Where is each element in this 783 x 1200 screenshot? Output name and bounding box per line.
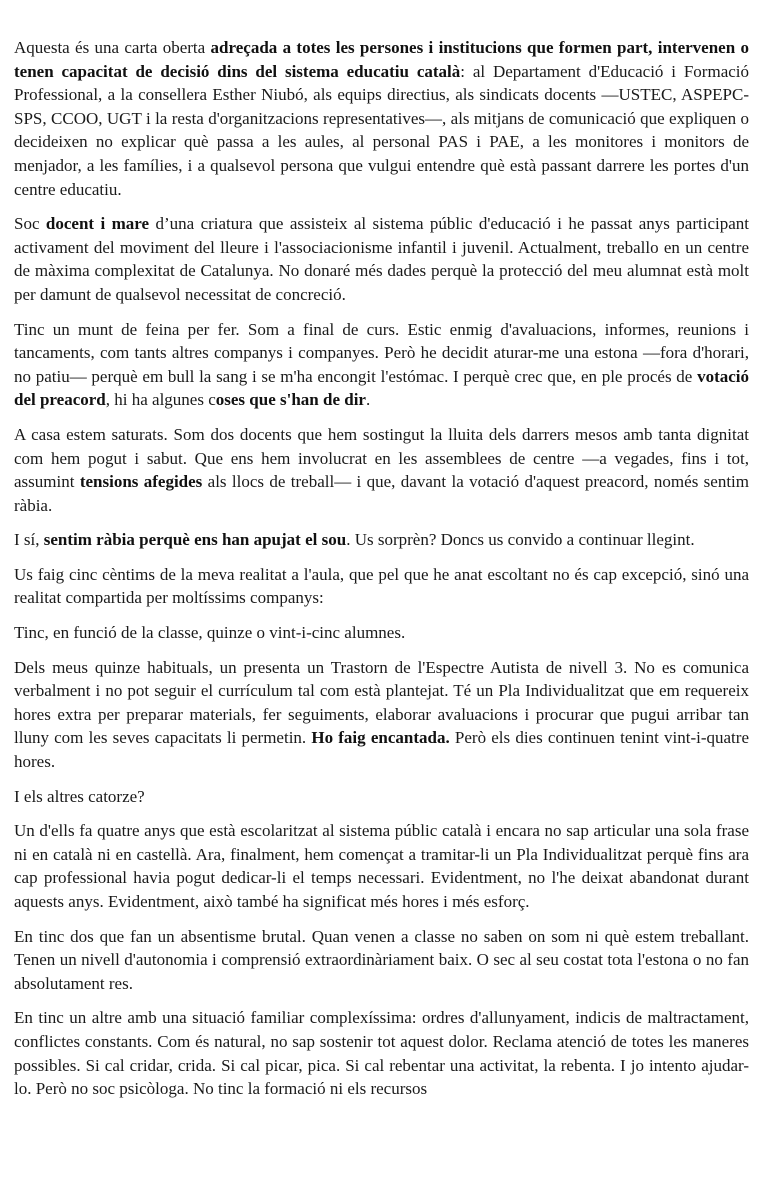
paragraph-language-student: Un d'ells fa quatre anys que està escolaritzat al sistema públic català i encara no sap articular una sola frase ni en català ni en castellà. Ara, finalment, hem començat a tramitar-li un Pla Individualitzat perquè fins ara cap professional havia pogut dedicar-li el temps necessari. Evidentment, no l'he deixat abandonat durant aquests anys. Evidentment, això també ha significat més hores i més esforç.: [14, 821, 749, 911]
paragraph-question: I els altres catorze?: [14, 786, 145, 806]
paragraph-saturation: [14, 423, 749, 517]
text-run: , hi ha algunes c: [105, 390, 216, 410]
bold-phrase: docent i mare: [45, 214, 150, 234]
bold-phrase: votació del preacord: [14, 366, 749, 410]
bold-phrase: sentim ràbia perquè ens han apujat el sou: [43, 530, 347, 550]
paragraph-tea-student: [14, 656, 749, 774]
paragraph-context: [14, 318, 749, 412]
text-run: d’una criatura que assisteix al sistema públic d'educació i he passat anys participant activament del moviment del lleure i l'associacionisme infantil i juvenil. Actualment, treballo en un centre de màxima complexitat de Catalunya. No donaré més dades perquè la protecció del meu alumnat està molt per damunt de qualsevol necessitat de concreció.: [14, 214, 749, 304]
text-run: : al Departament d'Educació i Formació Professional, a la consellera Esther Niubó, als equips directius, als sindicats docents —USTEC, ASPEPC-SPS, CCOO, UGT i la resta d'organitzacions representatives—, als mitjans de comunicació que expliquen o decideixen no explicar què passa a les aules, al personal PAS i PAE, a les monitores i monitors de menjador, a les famílies, i a qualsevol persona que vulgui entendre què està passant darrere les portes d'un centre educatiu.: [14, 61, 750, 199]
paragraph-author-intro: [14, 212, 749, 306]
paragraph-absenteeism: En tinc dos que fan un absentisme brutal. Quan venen a classe no saben on som ni què estem treballant. Tenen un nivell d'autonomia i comprensió extraordinàriament baix. O sec al seu costat tota l'estona o no fan absolutament res.: [14, 926, 749, 993]
text-run: Però els dies continuen tenint vint-i-quatre hores.: [14, 728, 749, 772]
bold-phrase: Ho faig encantada.: [311, 728, 450, 748]
text-run: Soc: [14, 214, 46, 234]
text-run: A casa estem saturats. Som dos docents que hem sostingut la lluita dels darrers mesos amb tanta dignitat com hem pogut i sabut. Que ens hem involucrat en les assemblees de centre —a vegades, fins i tot, assumint: [14, 424, 749, 492]
text-run: I sí,: [14, 530, 44, 550]
paragraph-reality-intro: Us faig cinc cèntims de la meva realitat a l'aula, que pel que he anat escoltant no és cap excepció, sinó una realitat compartida per moltíssims companys:: [14, 564, 749, 608]
text-run: .: [365, 390, 371, 410]
bold-phrase: oses que s'han de dir: [215, 390, 366, 410]
text-run: . Us sorprèn? Doncs us convido a continuar llegint.: [346, 530, 695, 550]
text-run: Aquesta és una carta oberta: [14, 38, 211, 57]
paragraph-class-size: Tinc, en funció de la classe, quinze o vint-i-cinc alumnes.: [14, 623, 406, 643]
text-run: Tinc un munt de feina per fer. Som a final de curs. Estic enmig d'avaluacions, informes, reunions i tancaments, com tants altres companys i companyes. Però he decidit aturar-me una estona —fora d'horari, no patiu— perquè em bull la sang i se m'ha encongit l'estómac. I perquè crec que, en ple procés de: [14, 319, 749, 386]
open-letter-text: [14, 36, 749, 1112]
paragraph-family-situation: En tinc un altre amb una situació familiar complexíssima: ordres d'allunyament, indicis de maltractament, conflictes constants. Com és natural, no sap sostenir tot aquest dolor. Reclama atenció de totes les maneres possibles. Si cal cridar, crida. Si cal picar, pica. Si cal rebentar una activitat, la rebenta. I jo intento ajudar-lo. Però no soc psicòloga. No tinc la formació ni els recursos: [14, 1008, 749, 1099]
bold-phrase: adreçada a totes les persones i institucions que formen part, intervenen o tenen capacitat de decisió dins del sistema educatiu català: [14, 38, 749, 81]
paragraph-anger: [14, 528, 749, 552]
bold-phrase: tensions afegides: [79, 472, 203, 492]
text-run: als llocs de treball— i que, davant la votació d'aquest preacord, només sentim ràbia.: [14, 472, 749, 515]
text-run: Dels meus quinze habituals, un presenta un Trastorn de l'Espectre Autista de nivell 3. No es comunica verbalment i no pot seguir el currículum tal com està plantejat. Té un Pla Individualitzat que em requereix hores extra per preparar materials, fer seguiments, elaborar avaluacions i procurar que pugui arribar tan lluny com les seves capacitats li permetin.: [14, 657, 749, 748]
paragraph-addressees: [14, 36, 749, 201]
